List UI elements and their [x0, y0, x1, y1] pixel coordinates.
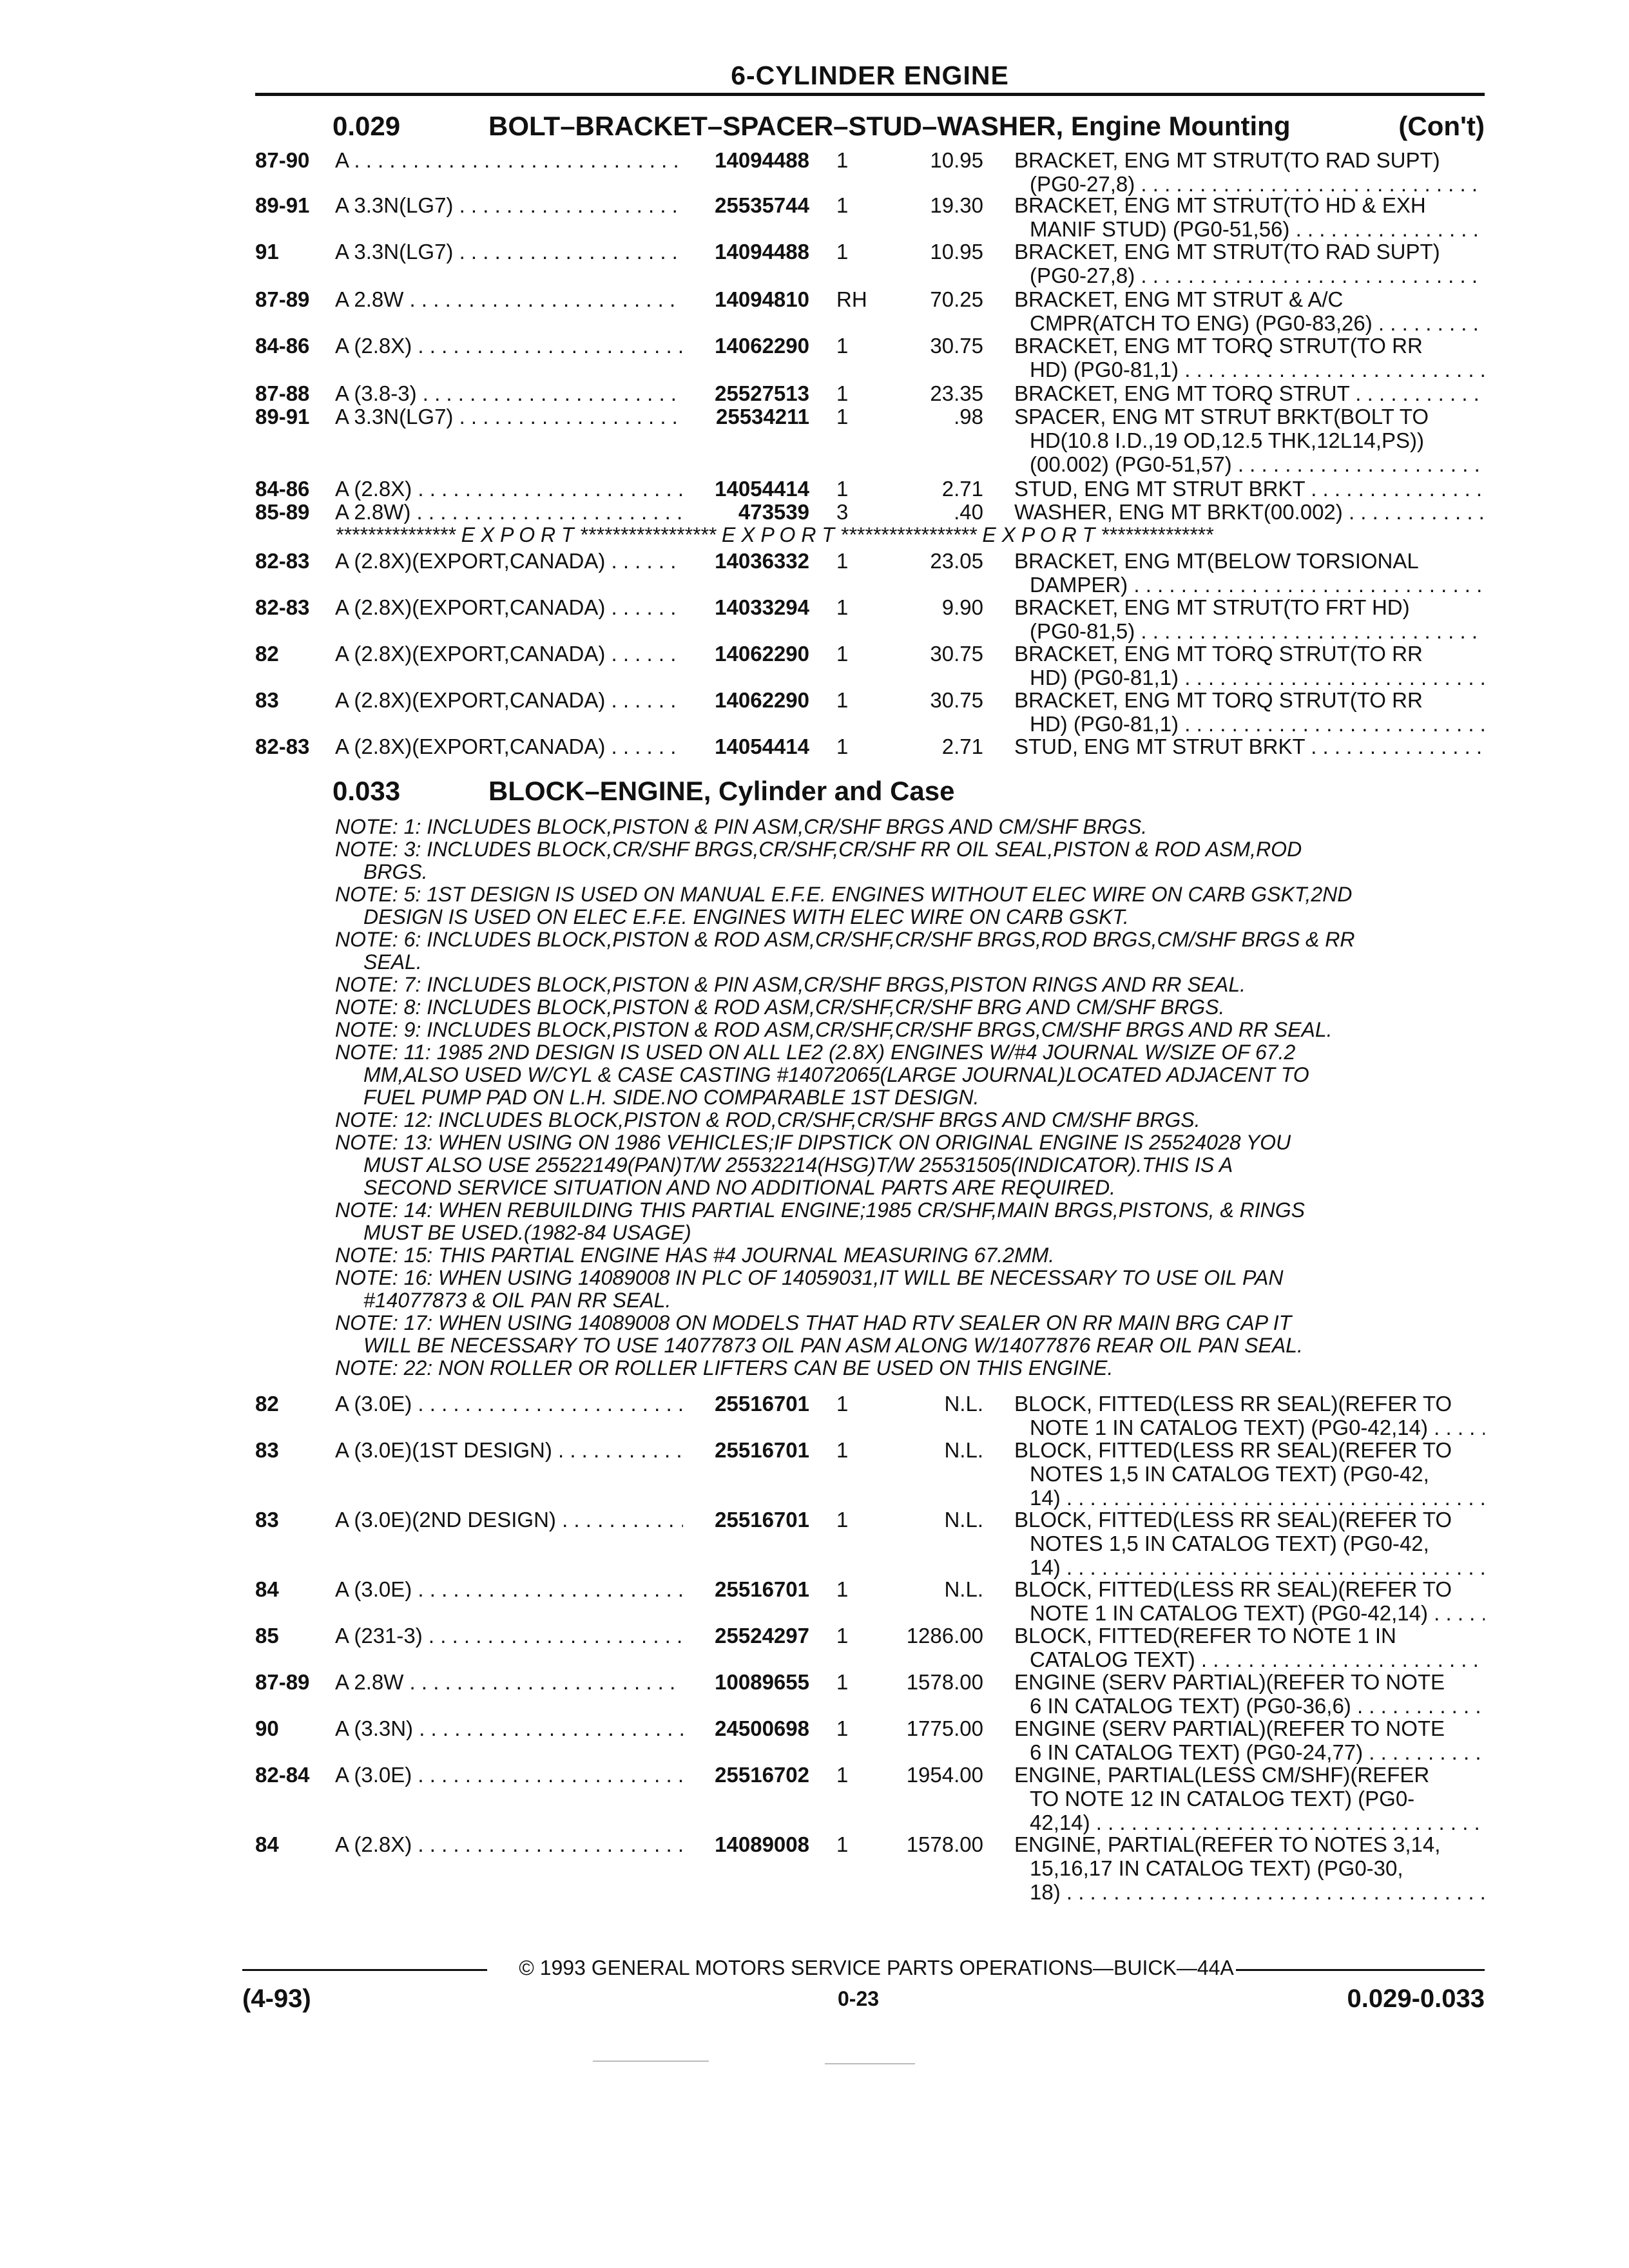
quantity: RH	[836, 287, 867, 311]
price: .40	[954, 500, 983, 524]
model-years: 87-89	[255, 287, 310, 311]
description-line: SPACER, ENG MT STRUT BRKT(BOLT TO	[1014, 405, 1429, 428]
description-line: 18) . . .	[1014, 1880, 1485, 1904]
description	[1014, 405, 1485, 476]
model-code: A (3.0E) . . .	[335, 1577, 683, 1601]
quantity: 1	[836, 1438, 849, 1462]
description	[1014, 500, 1485, 524]
model-code: A 3.3N(LG7) . . .	[335, 405, 683, 428]
model-years: 87-88	[255, 381, 310, 405]
quantity: 1	[836, 1670, 849, 1694]
price: 1286.00	[906, 1624, 983, 1648]
footer-date: (4-93)	[242, 1984, 311, 2013]
section-continued: (Con't)	[1398, 111, 1485, 141]
price: 23.35	[930, 381, 983, 405]
description	[1014, 1763, 1485, 1834]
part-number: 25535744	[715, 193, 809, 217]
description-line: CATALOG TEXT) . . .	[1014, 1648, 1485, 1671]
model-years: 84-86	[255, 334, 310, 358]
description-line: ENGINE, PARTIAL(LESS CM/SHF)(REFER	[1014, 1763, 1430, 1787]
quantity: 1	[836, 1716, 849, 1740]
part-number: 25516701	[715, 1438, 809, 1462]
part-number: 25524297	[715, 1624, 809, 1648]
price: 10.95	[930, 148, 983, 172]
quantity: 1	[836, 381, 849, 405]
model-years: 84-86	[255, 477, 310, 501]
note-line: NOTE: 12: INCLUDES BLOCK,PISTON & ROD,CR/SHF,CR/SHF BRGS AND CM/SHF BRGS.	[335, 1108, 1200, 1131]
note-line: NOTE: 13: WHEN USING ON 1986 VEHICLES;IF DIPSTICK ON ORIGINAL ENGINE IS 25524028 YOU	[335, 1131, 1291, 1154]
quantity: 1	[836, 1624, 849, 1648]
note-line: WILL BE NECESSARY TO USE 14077873 OIL PAN ASM ALONG W/14077876 REAR OIL PAN SEAL.	[363, 1334, 1303, 1357]
model-years: 82-83	[255, 735, 310, 758]
note-line: MUST BE USED.(1982-84 USAGE)	[363, 1221, 691, 1244]
description-line: HD) (PG0-81,1) . . .	[1014, 712, 1485, 736]
model-years: 89-91	[255, 193, 310, 217]
part-number: 14062290	[715, 688, 809, 712]
header-rule	[255, 93, 1485, 96]
description-line: 14) . . .	[1014, 1486, 1485, 1510]
description-line: ENGINE (SERV PARTIAL)(REFER TO NOTE	[1014, 1670, 1445, 1694]
model-code: A . . .	[335, 148, 683, 172]
model-code: A (2.8X)(EXPORT,CANADA) . . .	[335, 688, 683, 712]
price: 9.90	[941, 595, 983, 619]
quantity: 1	[836, 240, 849, 264]
note-line: NOTE: 9: INCLUDES BLOCK,PISTON & ROD ASM,CR/SHF,CR/SHF BRGS,CM/SHF BRGS AND RR SEAL.	[335, 1018, 1333, 1041]
part-number: 14036332	[715, 549, 809, 573]
quantity: 1	[836, 193, 849, 217]
price: 1578.00	[906, 1832, 983, 1856]
model-years: 82-83	[255, 549, 310, 573]
section-title-sub: Engine Mounting	[1070, 111, 1291, 141]
part-number: 14094488	[715, 148, 809, 172]
model-code: A (3.0E) . . .	[335, 1392, 683, 1416]
note-line: MM,ALSO USED W/CYL & CASE CASTING #14072065(LARGE JOURNAL)LOCATED ADJACENT TO	[363, 1063, 1309, 1086]
model-code: A 3.3N(LG7) . . .	[335, 240, 683, 264]
description	[1014, 642, 1485, 689]
note-line: BRGS.	[363, 860, 428, 883]
scan-artifact	[825, 2063, 915, 2064]
part-number: 25516701	[715, 1508, 809, 1532]
section-title-main: BLOCK–ENGINE,	[488, 776, 711, 806]
note-line: NOTE: 15: THIS PARTIAL ENGINE HAS #4 JOURNAL MEASURING 67.2MM.	[335, 1244, 1055, 1267]
description-line: BRACKET, ENG MT STRUT(TO RAD SUPT)	[1014, 148, 1440, 172]
model-years: 82-83	[255, 595, 310, 619]
quantity: 1	[836, 334, 849, 358]
note-line: FUEL PUMP PAD ON L.H. SIDE.NO COMPARABLE 1ST DESIGN.	[363, 1086, 979, 1109]
description-line: DAMPER) . . .	[1014, 573, 1485, 597]
note-line: NOTE: 6: INCLUDES BLOCK,PISTON & ROD ASM,CR/SHF,CR/SHF BRGS,ROD BRGS,CM/SHF BRGS & RR	[335, 928, 1355, 951]
description	[1014, 240, 1485, 287]
model-code: A (3.0E)(2ND DESIGN) . . .	[335, 1508, 683, 1532]
part-number: 14062290	[715, 334, 809, 358]
price: 10.95	[930, 240, 983, 264]
model-code: A (2.8X)(EXPORT,CANADA) . . .	[335, 642, 683, 666]
part-number: 14033294	[715, 595, 809, 619]
model-years: 82	[255, 642, 279, 666]
part-number: 24500698	[715, 1716, 809, 1740]
quantity: 1	[836, 1763, 849, 1787]
footer-page-number: 0-23	[838, 1987, 880, 2010]
description	[1014, 735, 1485, 758]
footer-rule-left	[242, 1969, 487, 1971]
model-years: 84	[255, 1577, 279, 1601]
price: 30.75	[930, 334, 983, 358]
quantity: 1	[836, 405, 849, 428]
price: 70.25	[930, 287, 983, 311]
note-line: NOTE: 3: INCLUDES BLOCK,CR/SHF BRGS,CR/SHF,CR/SHF RR OIL SEAL,PISTON & ROD ASM,ROD	[335, 838, 1302, 861]
model-code: A (2.8X) . . .	[335, 334, 683, 358]
section-number: 0.033	[333, 776, 401, 806]
note-line: MUST ALSO USE 25522149(PAN)T/W 25532214(HSG)T/W 25531505(INDICATOR).THIS IS A	[363, 1153, 1233, 1177]
description-line: BRACKET, ENG MT TORQ STRUT . . .	[1014, 381, 1485, 405]
scan-artifact	[593, 2061, 709, 2062]
note-line: NOTE: 7: INCLUDES BLOCK,PISTON & PIN ASM,CR/SHF BRGS,PISTON RINGS AND RR SEAL.	[335, 973, 1246, 996]
description-line: BRACKET, ENG MT STRUT(TO HD & EXH	[1014, 193, 1426, 217]
section-title-sub: Cylinder and Case	[718, 776, 955, 806]
description-line: BLOCK, FITTED(LESS RR SEAL)(REFER TO	[1014, 1577, 1452, 1601]
description	[1014, 193, 1485, 241]
model-code: A 2.8W . . .	[335, 287, 683, 311]
page-header: 6-CYLINDER ENGINE	[731, 61, 1009, 90]
price: .98	[954, 405, 983, 428]
quantity: 3	[836, 500, 849, 524]
description	[1014, 1624, 1485, 1671]
part-number: 25534211	[715, 405, 809, 428]
quantity: 1	[836, 1832, 849, 1856]
price: N.L.	[944, 1508, 983, 1532]
part-number: 25516702	[715, 1763, 809, 1787]
description-line: ENGINE (SERV PARTIAL)(REFER TO NOTE	[1014, 1716, 1445, 1740]
export-banner: *************** E X P O R T ***************** E X P O R T ***************** E X P O R T **************	[335, 523, 1213, 546]
description-line: 15,16,17 IN CATALOG TEXT) (PG0-30,	[1030, 1856, 1403, 1880]
price: 23.05	[930, 549, 983, 573]
model-years: 83	[255, 688, 279, 712]
model-code: A 2.8W . . .	[335, 1670, 683, 1694]
description-line: 6 IN CATALOG TEXT) (PG0-36,6) . . .	[1014, 1694, 1485, 1718]
note-line: #14077873 & OIL PAN RR SEAL.	[363, 1289, 671, 1312]
quantity: 1	[836, 549, 849, 573]
note-line: NOTE: 11: 1985 2ND DESIGN IS USED ON ALL LE2 (2.8X) ENGINES W/#4 JOURNAL W/SIZE OF 67.2	[335, 1041, 1296, 1064]
description-line: 14) . . .	[1014, 1555, 1485, 1579]
quantity: 1	[836, 1577, 849, 1601]
part-number: 25516701	[715, 1577, 809, 1601]
quantity: 1	[836, 642, 849, 666]
description-line: HD(10.8 I.D.,19 OD,12.5 THK,12L14,PS))	[1030, 428, 1424, 452]
description-line: WASHER, ENG MT BRKT(00.002) . . .	[1014, 500, 1485, 524]
description-line: BRACKET, ENG MT TORQ STRUT(TO RR	[1014, 334, 1423, 358]
quantity: 1	[836, 148, 849, 172]
footer-copyright: © 1993 GENERAL MOTORS SERVICE PARTS OPERATIONS—BUICK—44A	[519, 1956, 1234, 1979]
description-line: STUD, ENG MT STRUT BRKT . . .	[1014, 735, 1485, 758]
model-code: A (3.3N) . . .	[335, 1716, 683, 1740]
description-line: (00.002) (PG0-51,57) . . .	[1014, 452, 1485, 476]
description-line: (PG0-27,8) . . .	[1014, 172, 1485, 196]
description-line: HD) (PG0-81,1) . . .	[1014, 358, 1485, 381]
price: 30.75	[930, 688, 983, 712]
model-code: A (2.8X)(EXPORT,CANADA) . . .	[335, 595, 683, 619]
quantity: 1	[836, 477, 849, 501]
description	[1014, 148, 1485, 196]
description-line: 42,14) . . .	[1014, 1811, 1485, 1834]
price: 19.30	[930, 193, 983, 217]
description-line: NOTES 1,5 IN CATALOG TEXT) (PG0-42,	[1030, 1532, 1429, 1555]
model-years: 82	[255, 1392, 279, 1416]
model-code: A (2.8X) . . .	[335, 1832, 683, 1856]
price: 2.71	[941, 477, 983, 501]
description-line: BRACKET, ENG MT STRUT(TO RAD SUPT)	[1014, 240, 1440, 264]
description-line: 6 IN CATALOG TEXT) (PG0-24,77) . . .	[1014, 1740, 1485, 1764]
description-line: BRACKET, ENG MT STRUT(TO FRT HD)	[1014, 595, 1410, 619]
description-line: CMPR(ATCH TO ENG) (PG0-83,26) . . .	[1014, 311, 1485, 335]
description-line: BLOCK, FITTED(LESS RR SEAL)(REFER TO	[1014, 1438, 1452, 1462]
description	[1014, 1670, 1485, 1718]
description	[1014, 1832, 1485, 1904]
note-line: NOTE: 17: WHEN USING 14089008 ON MODELS THAT HAD RTV SEALER ON RR MAIN BRG CAP IT	[335, 1311, 1292, 1334]
price: 1578.00	[906, 1670, 983, 1694]
model-code: A (3.0E) . . .	[335, 1763, 683, 1787]
model-code: A (3.8-3) . . .	[335, 381, 683, 405]
footer-section-range: 0.029-0.033	[1347, 1984, 1485, 2013]
note-line: NOTE: 1: INCLUDES BLOCK,PISTON & PIN ASM,CR/SHF BRGS AND CM/SHF BRGS.	[335, 815, 1148, 838]
description-line: HD) (PG0-81,1) . . .	[1014, 666, 1485, 689]
notes-block	[335, 816, 1485, 1379]
model-years: 82-84	[255, 1763, 310, 1787]
description-line: BLOCK, FITTED(LESS RR SEAL)(REFER TO	[1014, 1508, 1452, 1532]
description-line: NOTE 1 IN CATALOG TEXT) (PG0-42,14) . . .	[1014, 1416, 1485, 1439]
footer-rule-right	[1236, 1969, 1485, 1971]
part-number: 14094810	[715, 287, 809, 311]
description	[1014, 549, 1485, 597]
price: 30.75	[930, 642, 983, 666]
quantity: 1	[836, 688, 849, 712]
description-line: MANIF STUD) (PG0-51,56) . . .	[1014, 217, 1485, 241]
price: N.L.	[944, 1438, 983, 1462]
part-number: 14054414	[715, 477, 809, 501]
description	[1014, 287, 1485, 335]
part-number: 14094488	[715, 240, 809, 264]
description-line: (PG0-81,5) . . .	[1014, 619, 1485, 643]
description-line: BRACKET, ENG MT(BELOW TORSIONAL	[1014, 549, 1419, 573]
note-line: DESIGN IS USED ON ELEC E.F.E. ENGINES WITH ELEC WIRE ON CARB GSKT.	[363, 905, 1129, 928]
model-code: A (3.0E)(1ST DESIGN) . . .	[335, 1438, 683, 1462]
model-years: 89-91	[255, 405, 310, 428]
section-heading-0-029	[0, 111, 1629, 143]
description-line: BRACKET, ENG MT TORQ STRUT(TO RR	[1014, 642, 1423, 666]
price: 1775.00	[906, 1716, 983, 1740]
quantity: 1	[836, 1392, 849, 1416]
description-line: BLOCK, FITTED(REFER TO NOTE 1 IN	[1014, 1624, 1396, 1648]
description-line: BRACKET, ENG MT TORQ STRUT(TO RR	[1014, 688, 1423, 712]
note-line: NOTE: 5: 1ST DESIGN IS USED ON MANUAL E.F.E. ENGINES WITHOUT ELEC WIRE ON CARB GSKT,2ND	[335, 883, 1353, 906]
model-code: A (2.8X)(EXPORT,CANADA) . . .	[335, 735, 683, 758]
description	[1014, 1716, 1485, 1764]
part-number: 14089008	[715, 1832, 809, 1856]
part-number: 14062290	[715, 642, 809, 666]
model-code: A 2.8W) . . .	[335, 500, 683, 524]
note-line: NOTE: 16: WHEN USING 14089008 IN PLC OF 14059031,IT WILL BE NECESSARY TO USE OIL PAN	[335, 1266, 1284, 1289]
description-line: (PG0-27,8) . . .	[1014, 264, 1485, 287]
price: 1954.00	[906, 1763, 983, 1787]
description-line: NOTES 1,5 IN CATALOG TEXT) (PG0-42,	[1030, 1462, 1429, 1486]
description-line: BLOCK, FITTED(LESS RR SEAL)(REFER TO	[1014, 1392, 1452, 1416]
model-years: 91	[255, 240, 279, 264]
section-title	[488, 111, 1290, 142]
model-years: 84	[255, 1832, 279, 1856]
model-years: 87-90	[255, 148, 310, 172]
section-number: 0.029	[333, 111, 401, 141]
note-line: NOTE: 8: INCLUDES BLOCK,PISTON & ROD ASM,CR/SHF,CR/SHF BRG AND CM/SHF BRGS.	[335, 995, 1225, 1019]
price: N.L.	[944, 1392, 983, 1416]
part-number: 25516701	[715, 1392, 809, 1416]
description	[1014, 595, 1485, 643]
description	[1014, 1392, 1485, 1439]
note-line: SEAL.	[363, 950, 422, 974]
description	[1014, 1577, 1485, 1625]
price: 2.71	[941, 735, 983, 758]
model-years: 83	[255, 1508, 279, 1532]
section-title-main: BOLT–BRACKET–SPACER–STUD–WASHER,	[488, 111, 1064, 141]
model-code: A (2.8X)(EXPORT,CANADA) . . .	[335, 549, 683, 573]
section-title	[488, 776, 955, 807]
description	[1014, 1508, 1485, 1579]
model-code: A (2.8X) . . .	[335, 477, 683, 501]
description	[1014, 334, 1485, 381]
price: N.L.	[944, 1577, 983, 1601]
quantity: 1	[836, 1508, 849, 1532]
description-line: NOTE 1 IN CATALOG TEXT) (PG0-42,14) . . .	[1014, 1601, 1485, 1625]
quantity: 1	[836, 595, 849, 619]
description	[1014, 1438, 1485, 1510]
description-line: STUD, ENG MT STRUT BRKT . . .	[1014, 477, 1485, 501]
part-number: 25527513	[715, 381, 809, 405]
note-line: SECOND SERVICE SITUATION AND NO ADDITIONAL PARTS ARE REQUIRED.	[363, 1176, 1116, 1199]
model-years: 85-89	[255, 500, 310, 524]
quantity: 1	[836, 735, 849, 758]
model-code: A 3.3N(LG7) . . .	[335, 193, 683, 217]
description	[1014, 381, 1485, 405]
description-line: BRACKET, ENG MT STRUT & A/C	[1014, 287, 1344, 311]
description	[1014, 477, 1485, 501]
description-line: ENGINE, PARTIAL(REFER TO NOTES 3,14,	[1014, 1832, 1441, 1856]
note-line: NOTE: 14: WHEN REBUILDING THIS PARTIAL ENGINE;1985 CR/SHF,MAIN BRGS,PISTONS, & RINGS	[335, 1198, 1305, 1222]
note-line: NOTE: 22: NON ROLLER OR ROLLER LIFTERS CAN BE USED ON THIS ENGINE.	[335, 1356, 1113, 1379]
model-code: A (231-3) . . .	[335, 1624, 683, 1648]
description	[1014, 688, 1485, 736]
model-years: 87-89	[255, 1670, 310, 1694]
part-number: 14054414	[715, 735, 809, 758]
model-years: 85	[255, 1624, 279, 1648]
part-number: 10089655	[715, 1670, 809, 1694]
section-heading-0-033	[0, 776, 1629, 808]
part-number: 473539	[738, 500, 809, 524]
model-years: 83	[255, 1438, 279, 1462]
description-line: TO NOTE 12 IN CATALOG TEXT) (PG0-	[1030, 1787, 1415, 1811]
model-years: 90	[255, 1716, 279, 1740]
